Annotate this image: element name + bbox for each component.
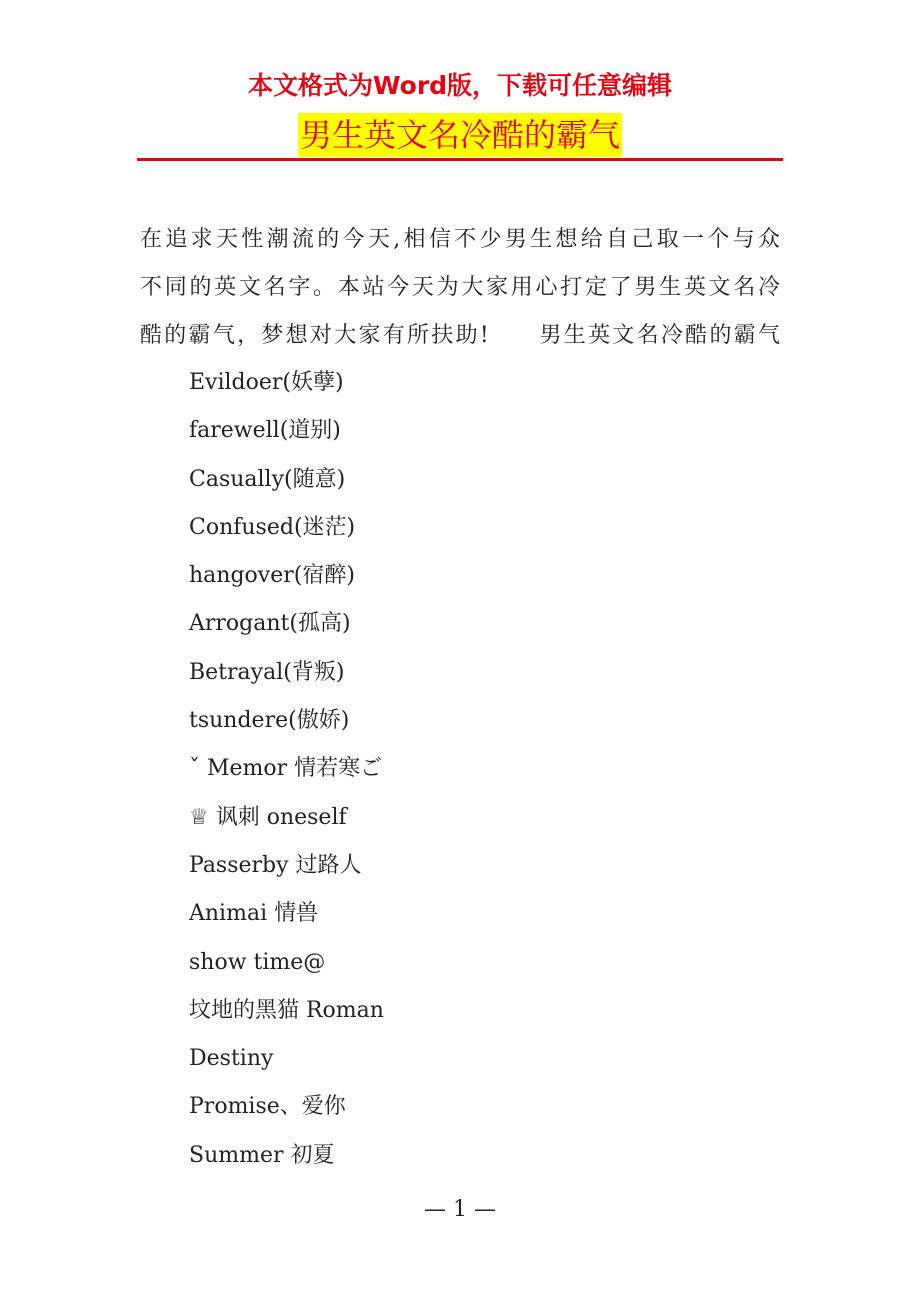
list-item: Animai 情兽 xyxy=(189,901,319,927)
list-item: Summer 初夏 xyxy=(189,1142,335,1168)
format-notice: 本文格式为Word版，下载可任意编辑 xyxy=(247,71,673,100)
intro-line: 不同的英文名字。本站今天为大家用心打定了男生英文名冷 xyxy=(140,275,782,300)
list-item: Arrogant(孤高) xyxy=(189,611,351,637)
list-item: Confused(迷茫) xyxy=(189,514,356,540)
list-item: Betrayal(背叛) xyxy=(189,659,345,685)
name-list xyxy=(189,359,384,1180)
title-container xyxy=(0,113,920,157)
list-item: tsundere(傲娇) xyxy=(189,708,350,734)
intro-line: 在追求天性潮流的今天,相信不少男生想给自己取一个与众 xyxy=(140,227,782,252)
list-item: hangover(宿醉) xyxy=(189,563,355,589)
list-item: Evildoer(妖孽) xyxy=(189,370,344,395)
list-item: ˇ Memor 情若寒ご xyxy=(189,756,383,782)
list-item: farewell(道别) xyxy=(189,418,341,444)
intro-line: 酷的霸气，梦想对大家有所扶助! 男生英文名冷酷的霸气 xyxy=(140,323,782,348)
list-item: Destiny xyxy=(189,1046,274,1072)
list-item: Promise、爱你 xyxy=(189,1094,346,1120)
list-item: 坟地的黑猫 Roman xyxy=(189,997,384,1023)
list-item: Casually(随意) xyxy=(189,466,346,492)
title-divider xyxy=(137,158,783,161)
intro-paragraph xyxy=(140,216,782,360)
page-number: — 1 — xyxy=(424,1197,496,1222)
list-item: ♕ 讽刺 oneself xyxy=(189,804,347,830)
page-title: 男生英文名冷酷的霸气 xyxy=(298,113,622,157)
list-item: show time@ xyxy=(189,949,326,975)
list-item: Passerby 过路人 xyxy=(189,852,362,878)
